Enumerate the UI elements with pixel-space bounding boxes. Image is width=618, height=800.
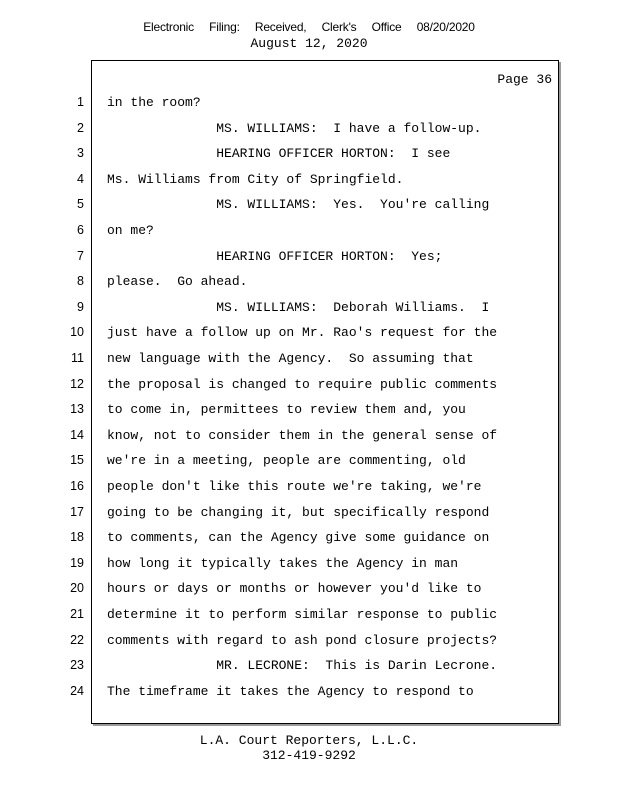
- line-number: 7: [77, 248, 84, 263]
- line-text: MS. WILLIAMS: Yes. You're calling: [107, 197, 490, 213]
- line-text: MR. LECRONE: This is Darin Lecrone.: [107, 658, 498, 674]
- transcript-line: [0, 658, 618, 678]
- transcript-line: [0, 402, 618, 422]
- transcript-line: [0, 300, 618, 320]
- transcript-line: [0, 95, 618, 115]
- transcript-date: August 12, 2020: [250, 36, 368, 51]
- transcript-line: [0, 684, 618, 704]
- transcript-line: [0, 530, 618, 550]
- transcript-line: [0, 428, 618, 448]
- transcript-line: [0, 249, 618, 269]
- line-number: 6: [77, 223, 84, 237]
- filing-stamp: [0, 20, 618, 34]
- line-number: 2: [77, 120, 84, 135]
- transcript-line: [0, 172, 618, 192]
- line-number: 11: [71, 351, 84, 365]
- line-text: HEARING OFFICER HORTON: Yes;: [107, 248, 443, 264]
- filing-stamp-word: Received,: [254, 20, 307, 34]
- filing-stamp-word: Clerk's: [321, 20, 357, 34]
- filing-stamp-word: Electronic: [143, 20, 194, 34]
- reporter-company: L.A. Court Reporters, L.L.C.: [199, 733, 419, 748]
- line-text: please. Go ahead.: [107, 274, 248, 290]
- transcript-line: [0, 223, 618, 243]
- line-number: 5: [77, 197, 84, 212]
- transcript-line: [0, 607, 618, 627]
- line-number: 1: [77, 95, 84, 109]
- line-text: MS. WILLIAMS: Deborah Williams. I: [107, 299, 490, 315]
- line-number: 10: [70, 325, 84, 340]
- line-text: comments with regard to ash pond closure projects?: [107, 632, 498, 648]
- transcript-line: [0, 121, 618, 141]
- line-text: the proposal is changed to require public comments: [107, 376, 498, 392]
- line-text: The timeframe it takes the Agency to respond to: [107, 683, 474, 699]
- line-text: determine it to perform similar response to public: [107, 607, 498, 622]
- line-number: 20: [70, 581, 84, 596]
- line-text: people don't like this route we're taking, we're: [107, 479, 482, 494]
- transcript-line: [0, 453, 618, 473]
- line-number: 8: [77, 274, 84, 289]
- line-number: 4: [77, 171, 84, 186]
- line-text: know, not to consider them in the general sense of: [107, 427, 498, 443]
- line-text: just have a follow up on Mr. Rao's request for the: [107, 325, 498, 341]
- line-text: HEARING OFFICER HORTON: I see: [107, 146, 451, 162]
- line-number: 12: [70, 376, 84, 391]
- line-text: in the room?: [107, 95, 201, 110]
- filing-stamp-word: Office: [371, 20, 402, 34]
- line-number: 14: [70, 427, 84, 442]
- transcript-line: [0, 377, 618, 397]
- line-number: 3: [77, 146, 84, 161]
- line-number: 24: [70, 683, 84, 698]
- page-number: Page 36: [497, 72, 552, 87]
- line-number: 22: [70, 632, 84, 647]
- transcript-line: [0, 479, 618, 499]
- line-text: new language with the Agency. So assuming that: [107, 351, 474, 366]
- transcript-line: [0, 556, 618, 576]
- line-number: 18: [70, 530, 84, 545]
- transcript-line: [0, 325, 618, 345]
- line-number: 19: [70, 555, 84, 570]
- line-text: MS. WILLIAMS: I have a follow-up.: [107, 120, 482, 136]
- line-text: how long it typically takes the Agency in man: [107, 555, 459, 571]
- filing-stamp-date: 08/20/2020: [416, 20, 475, 34]
- line-text: going to be changing it, but specifically respond: [107, 504, 490, 520]
- line-text: hours or days or months or however you'd like to: [107, 581, 482, 597]
- line-text: Ms. Williams from City of Springfield.: [107, 171, 404, 187]
- transcript-line: [0, 505, 618, 525]
- transcript-line: [0, 197, 618, 217]
- line-text: to come in, permittees to review them and, you: [107, 402, 466, 418]
- line-number: 21: [70, 607, 84, 621]
- transcript-line: [0, 146, 618, 166]
- line-number: 13: [70, 402, 84, 417]
- reporter-phone: 312-419-9292: [262, 748, 356, 763]
- transcript-line: [0, 274, 618, 294]
- line-number: 9: [77, 299, 84, 314]
- line-number: 15: [70, 453, 84, 468]
- transcript-line: [0, 633, 618, 653]
- filing-stamp-word: Filing:: [209, 20, 240, 34]
- line-text: to comments, can the Agency give some guidance on: [107, 530, 490, 546]
- line-number: 17: [70, 504, 84, 519]
- line-text: on me?: [107, 223, 154, 238]
- line-number: 23: [70, 658, 84, 673]
- transcript-line: [0, 351, 618, 371]
- line-number: 16: [70, 479, 84, 493]
- transcript-line: [0, 581, 618, 601]
- line-text: we're in a meeting, people are commenting, old: [107, 453, 466, 469]
